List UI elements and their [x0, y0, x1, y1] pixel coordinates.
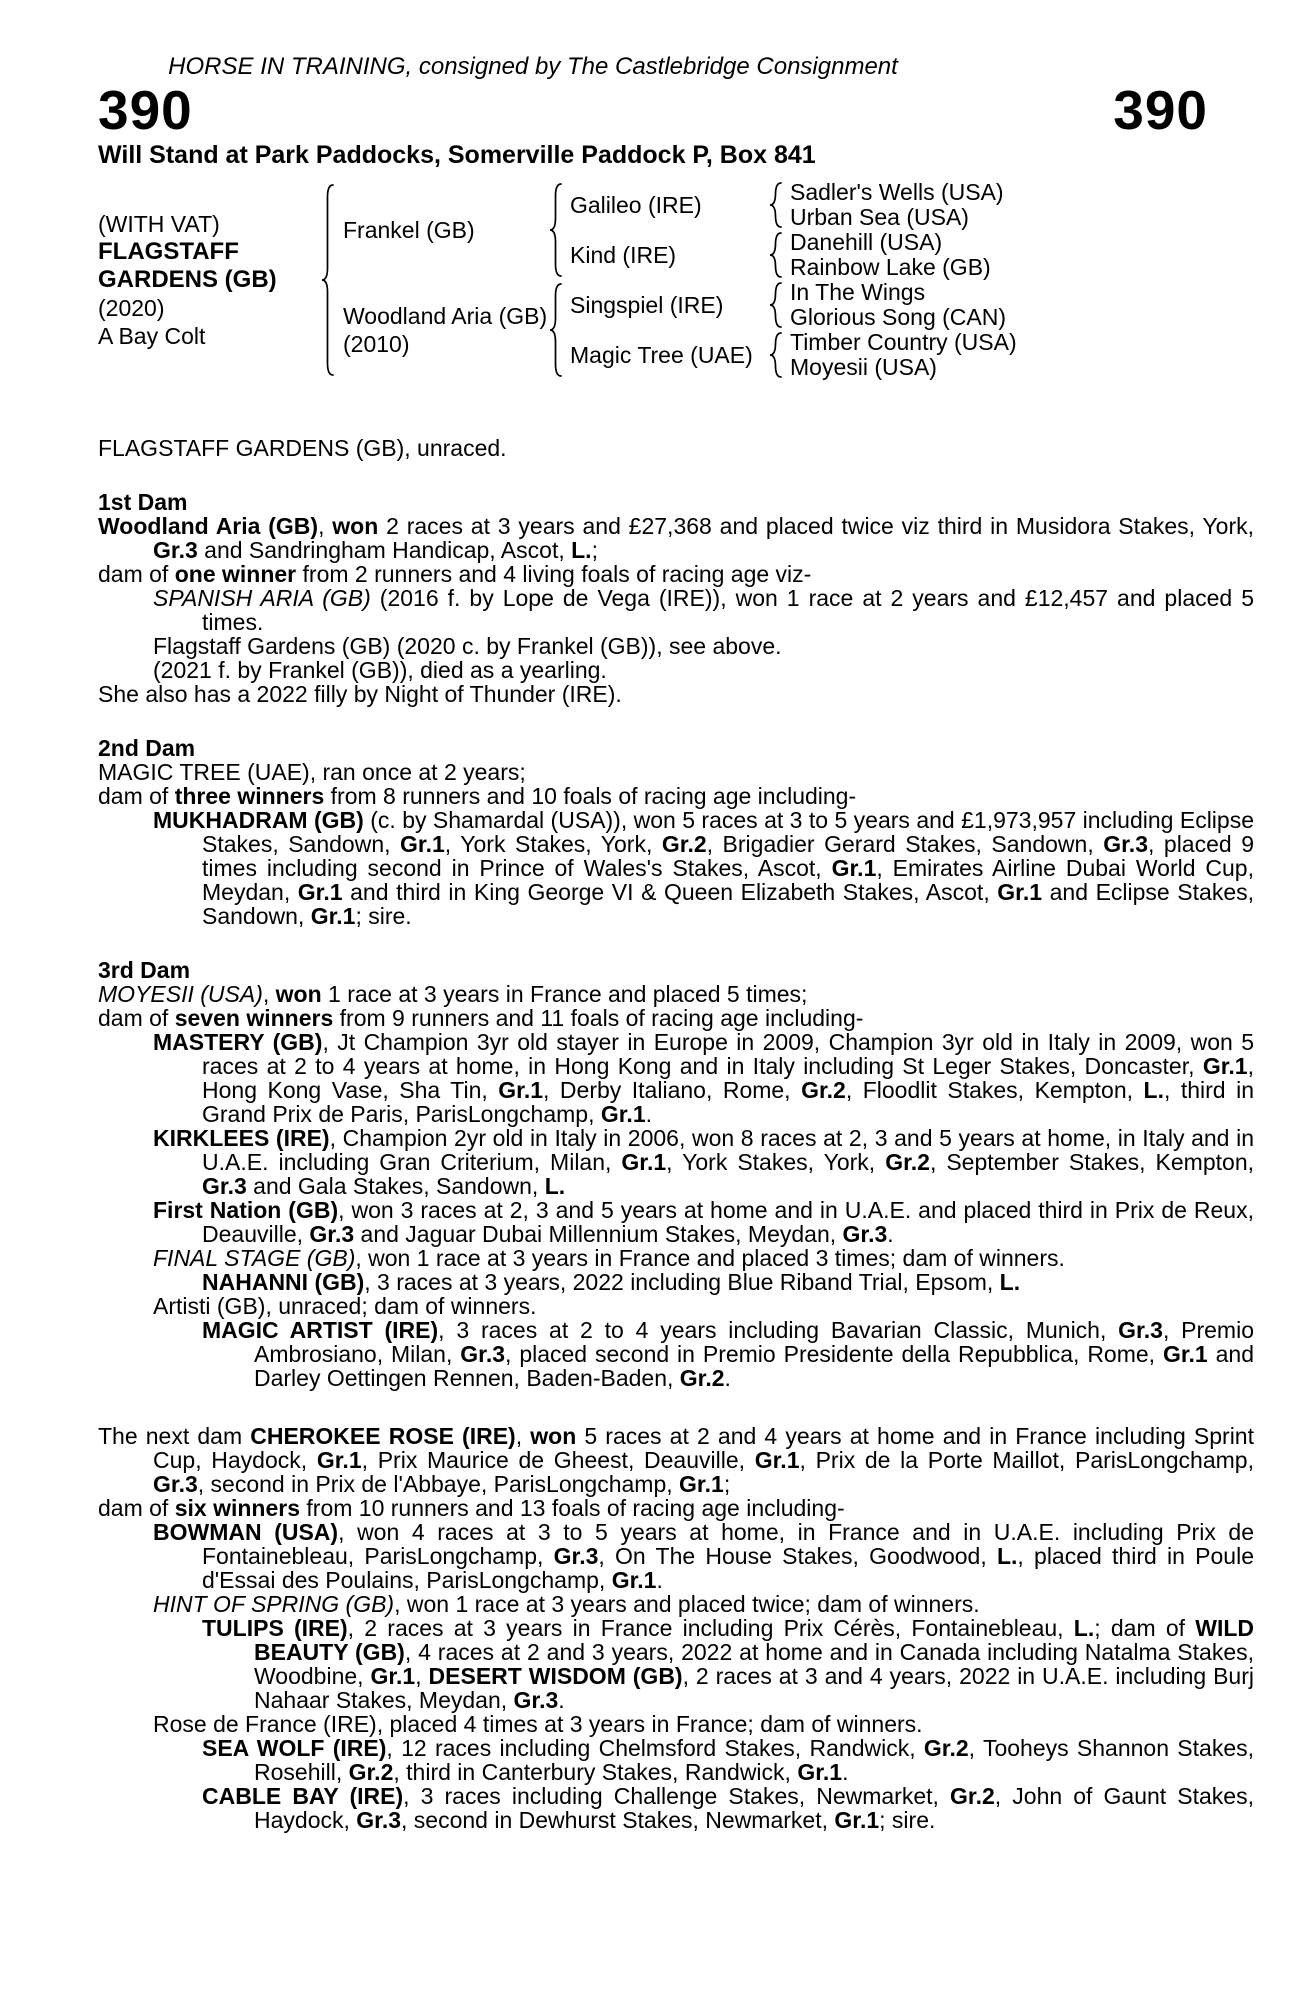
great-grandparent-name: Sadler's Wells (USA) [790, 179, 1004, 205]
catalogue-paragraph: KIRKLEES (IRE), Champion 2yr old in Italy in 2006, won 8 races at 2, 3 and 5 years at home, in Italy and in U.A.E. including Gran Criterium, Milan, Gr.1, York Stakes, York, Gr.2, September Stakes, Kempton, Gr.3 and Gala Stakes, Sandown, L. [153, 1125, 1254, 1199]
great-grandparent-name: In The Wings [790, 279, 926, 305]
catalogue-paragraph: Artisti (GB), unraced; dam of winners. [153, 1293, 537, 1319]
pedigree-brace-icon [768, 280, 790, 330]
brace-icon [548, 283, 563, 377]
catalogue-paragraph: MUKHADRAM (GB) (c. by Shamardal (USA)), won 5 races at 3 to 5 years and £1,973,957 including Eclipse Stakes, Sandown, Gr.1, York Stakes, York, Gr.2, Brigadier Gerard Stakes, Sandown, Gr.3, placed 9 times including second in Prince of Wales's Stakes, Ascot, Gr.1, Emirates Airline Dubai World Cup, Meydan, Gr.1 and third in King George VI & Queen Elizabeth Stakes, Ascot, Gr.1 and Eclipse Stakes, Sandown, Gr.1; sire. [153, 807, 1254, 929]
dam-cell [343, 280, 548, 380]
subject-description: A Bay Colt [98, 323, 206, 349]
catalogue-paragraph: The next dam CHEROKEE ROSE (IRE), won 5 races at 2 and 4 years at home and in France including Sprint Cup, Haydock, Gr.1, Prix Maurice de Gheest, Deauville, Gr.1, Prix de la Porte Maillot, ParisLongchamp, Gr.3, second in Prix de l'Abbaye, ParisLongchamp, Gr.1; [98, 1423, 1254, 1497]
great-grandparent-name: Timber Country (USA) [790, 329, 1017, 355]
pedigree-brace-icon [768, 330, 790, 380]
catalogue-paragraph: dam of three winners from 8 runners and 10 foals of racing age including- [98, 783, 857, 809]
stand-location: Will Stand at Park Paddocks, Somerville Paddock P, Box 841 [98, 141, 816, 169]
lot-number-right: 390 [1113, 79, 1208, 141]
catalogue-paragraph: CABLE BAY (IRE), 3 races including Challenge Stakes, Newmarket, Gr.2, John of Gaunt Stakes, Haydock, Gr.3, second in Dewhurst Stakes, Newmarket, Gr.1; sire. [202, 1783, 1254, 1833]
pedigree-brace-icon [548, 280, 570, 380]
great-grandparent-name: Danehill (USA) [790, 229, 943, 255]
catalogue-paragraph: SPANISH ARIA (GB) (2016 f. by Lope de Vega (IRE)), won 1 race at 2 years and £12,457 and placed 5 times. [153, 585, 1254, 635]
great-grandparent-name: Urban Sea (USA) [790, 204, 969, 230]
subject-name-line2: GARDENS (GB) [98, 266, 277, 293]
catalogue-paragraph: MOYESII (USA), won 1 race at 3 years in France and placed 5 times; [98, 981, 808, 1007]
catalogue-paragraph: BOWMAN (USA), won 4 races at 3 to 5 years at home, in France and in U.A.E. including Prix de Fontainebleau, ParisLongchamp, Gr.3, On The House Stakes, Goodwood, L., placed third in Poule d'Essai des Poulains, ParisLongchamp, Gr.1. [153, 1519, 1255, 1593]
catalogue-paragraph: MAGIC ARTIST (IRE), 3 races at 2 to 4 years including Bavarian Classic, Munich, Gr.3, Premio Ambrosiano, Milan, Gr.3, placed second in Premio Presidente della Repubblica, Rome, Gr.1 and Darley Oettingen Rennen, Baden-Baden, Gr.2. [202, 1317, 1255, 1391]
dam-name: Woodland Aria (GB) [343, 303, 548, 329]
pedigree-brace-icon [768, 180, 790, 230]
brace-icon [320, 184, 335, 376]
catalogue-text [98, 436, 1254, 1832]
subject-foaled-year: (2020) [98, 295, 165, 321]
great-grandparent-name: Moyesii (USA) [790, 354, 937, 380]
catalogue-paragraph: SEA WOLF (IRE), 12 races including Chelmsford Stakes, Randwick, Gr.2, Tooheys Shannon Stakes, Rosehill, Gr.2, third in Canterbury Stakes, Randwick, Gr.1. [202, 1735, 1255, 1785]
pedigree-subject [98, 180, 320, 380]
grandsire-name: Galileo (IRE) [570, 191, 702, 218]
brace-icon [548, 183, 563, 277]
catalogue-paragraph: Flagstaff Gardens (GB) (2020 c. by Frankel (GB)), see above. [153, 633, 782, 659]
pedigree-table [98, 180, 1254, 380]
catalogue-paragraph: TULIPS (IRE), 2 races at 3 years in France including Prix Cérès, Fontainebleau, L.; dam of WILD BEAUTY (GB), 4 races at 2 and 3 years, 2022 at home and in Canada including Natalma Stakes, Woodbine, Gr.1, DESERT WISDOM (GB), 2 races at 3 and 4 years, 2022 in U.A.E. including Burj Nahaar Stakes, Meydan, Gr.3. [202, 1615, 1255, 1713]
catalogue-paragraph: HINT OF SPRING (GB), won 1 race at 3 years and placed twice; dam of winners. [153, 1591, 980, 1617]
section-heading-3rd-dam: 3rd Dam [98, 957, 191, 983]
lot-number-left: 390 [98, 79, 193, 141]
catalogue-paragraph: She also has a 2022 filly by Night of Thunder (IRE). [98, 681, 622, 707]
catalogue-paragraph: dam of six winners from 10 runners and 13 foals of racing age including- [98, 1495, 845, 1521]
section-heading-2nd-dam: 2nd Dam [98, 735, 196, 761]
granddam-name: Kind (IRE) [570, 241, 677, 268]
brace-icon [768, 232, 783, 278]
consignment-header: HORSE IN TRAINING, consigned by The Castlebridge Consignment [168, 53, 898, 80]
pedigree-brace-icon [548, 180, 570, 280]
catalogue-paragraph: Woodland Aria (GB), won 2 races at 3 years and £27,368 and placed twice viz third in Musidora Stakes, York, Gr.3 and Sandringham Handicap, Ascot, L.; [98, 513, 1254, 563]
vat-note: (WITH VAT) [98, 211, 220, 237]
dam-year: (2010) [343, 331, 410, 357]
catalogue-paragraph: FINAL STAGE (GB), won 1 race at 3 years in France and placed 3 times; dam of winners. [153, 1245, 1065, 1271]
catalogue-paragraph: dam of one winner from 2 runners and 4 living foals of racing age viz- [98, 561, 812, 587]
subject-name-line1: FLAGSTAFF [98, 238, 239, 265]
brace-icon [768, 282, 783, 328]
lot-number-row [98, 79, 1254, 141]
grandsire-name: Singspiel (IRE) [570, 291, 724, 318]
great-grandparent-name: Rainbow Lake (GB) [790, 254, 991, 280]
catalogue-paragraph: MASTERY (GB), Jt Champion 3yr old stayer in Europe in 2009, Champion 3yr old in Italy in 2009, won 5 races at 2 to 4 years at home, in Hong Kong and in Italy including St Leger Stakes, Doncaster, Gr.1, Hong Kong Vase, Sha Tin, Gr.1, Derby Italiano, Rome, Gr.2, Floodlit Stakes, Kempton, L., third in Grand Prix de Paris, ParisLongchamp, Gr.1. [153, 1029, 1255, 1127]
catalogue-paragraph: Rose de France (IRE), placed 4 times at 3 years in France; dam of winners. [153, 1711, 923, 1737]
catalogue-paragraph: MAGIC TREE (UAE), ran once at 2 years; [98, 759, 526, 785]
pedigree-brace-icon [768, 230, 790, 280]
catalogue-paragraph: First Nation (GB), won 3 races at 2, 3 and 5 years at home and in U.A.E. and placed third in Prix de Reux, Deauville, Gr.3 and Jaguar Dubai Millennium Stakes, Meydan, Gr.3. [153, 1197, 1254, 1247]
section-heading-1st-dam: 1st Dam [98, 489, 188, 515]
granddam-name: Magic Tree (UAE) [570, 341, 753, 368]
catalogue-paragraph: NAHANNI (GB), 3 races at 3 years, 2022 including Blue Riband Trial, Epsom, L. [202, 1269, 1021, 1295]
sire-name: Frankel (GB) [343, 216, 475, 243]
catalogue-paragraph: dam of seven winners from 9 runners and 11 foals of racing age including- [98, 1005, 864, 1031]
brace-icon [768, 332, 783, 378]
great-grandparent-name: Glorious Song (CAN) [790, 304, 1007, 330]
catalogue-paragraph: (2021 f. by Frankel (GB)), died as a yearling. [153, 657, 607, 683]
brace-icon [768, 182, 783, 228]
pedigree-brace-icon [320, 180, 343, 380]
subject-race-record: FLAGSTAFF GARDENS (GB), unraced. [98, 435, 507, 461]
